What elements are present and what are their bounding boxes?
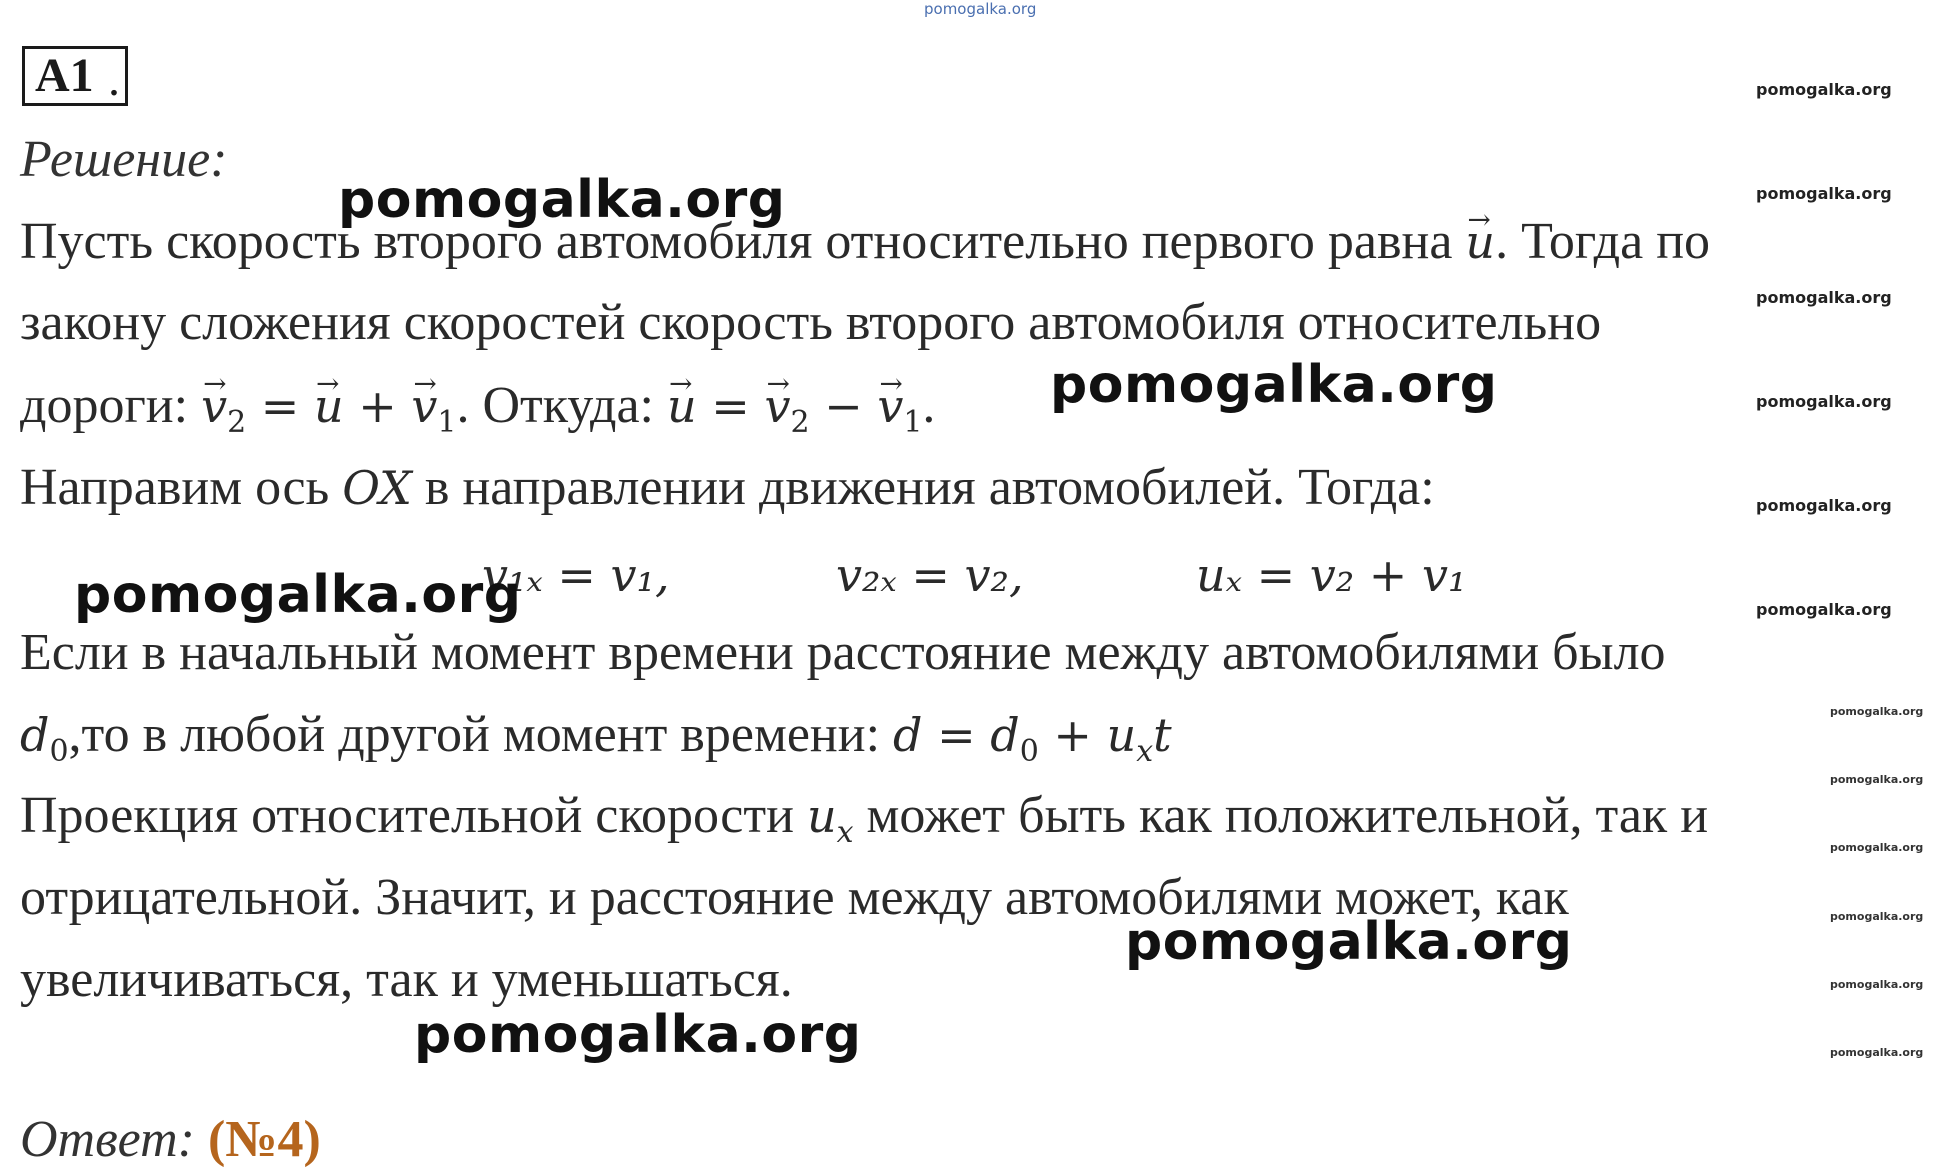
watermark-big: pomogalka.org — [74, 565, 522, 625]
solution-line-5: Если в начальный момент времени расстояние между автомобилями было — [20, 624, 1666, 681]
vector-u: → u — [1465, 212, 1495, 272]
answer — [20, 1110, 321, 1169]
axis-ox: OX — [342, 461, 412, 515]
equation-v2x: v₂ₓ = v₂, — [836, 548, 1024, 602]
line1-tail: . Тогда по — [1495, 213, 1711, 270]
watermark-side-tiny: pomogalka.org — [1830, 841, 1924, 854]
line4-end: в направлении движения автомобилей. Тогда: — [411, 459, 1435, 516]
d0-symbol: $d_0$ — [20, 708, 69, 769]
solution-line-7 — [20, 786, 1708, 863]
solution-line-2: закону сложения скоростей скорость второго автомобиля относительно — [20, 294, 1602, 351]
line4-start: Направим ось — [20, 459, 343, 516]
answer-label: Ответ: — [20, 1111, 195, 1168]
watermark-side: pomogalka.org — [1756, 80, 1892, 99]
watermark-big: pomogalka.org — [414, 1005, 862, 1065]
task-number-box: A1 — [22, 46, 128, 106]
solution-line-9: увеличиваться, так и уменьшаться. — [20, 951, 793, 1008]
watermark-side: pomogalka.org — [1756, 288, 1892, 307]
solution-line-3 — [20, 376, 935, 453]
equation-v1x: v₁ₓ = v₁, — [482, 548, 670, 602]
line6-text: ,то в любой другой момент времени: — [68, 706, 894, 763]
watermark-side-tiny: pomogalka.org — [1830, 978, 1924, 991]
answer-value: (№4) — [207, 1111, 321, 1168]
watermark-side-tiny: pomogalka.org — [1830, 1046, 1924, 1059]
solution-line-8: отрицательной. Значит, и расстояние между автомобилями может, как — [20, 869, 1569, 926]
watermark-side: pomogalka.org — [1756, 600, 1892, 619]
line7-start: Проекция относительной скорости — [20, 787, 807, 844]
watermark-top: pomogalka.org — [924, 0, 1037, 18]
solution-line-1 — [20, 212, 1710, 272]
watermark-side: pomogalka.org — [1756, 496, 1892, 515]
ux-symbol: $u_x$ — [806, 789, 854, 850]
line1-text: Пусть скорость второго автомобиля относительно первого равна — [20, 213, 1466, 270]
formula-sum: → $v_2$ = → u + → $v_1$ — [201, 379, 456, 433]
watermark-side: pomogalka.org — [1756, 392, 1892, 411]
distance-formula: $d = d_0 + u_xt$ — [893, 708, 1172, 769]
line3-end: . — [922, 377, 936, 434]
watermark-side-tiny: pomogalka.org — [1830, 910, 1924, 923]
solution-line-4 — [20, 458, 1435, 518]
line3-mid: . Откуда: — [456, 377, 667, 434]
watermark-side-tiny: pomogalka.org — [1830, 773, 1924, 786]
watermark-big: pomogalka.org — [1125, 912, 1573, 972]
equation-ux: uₓ = v₂ + v₁ — [1196, 548, 1467, 602]
line7-end: может быть как положительной, так и — [853, 787, 1709, 844]
task-number-dot: . — [108, 53, 120, 106]
watermark-big: pomogalka.org — [338, 170, 786, 230]
solution-heading: Решение: — [20, 131, 228, 188]
watermark-side-tiny: pomogalka.org — [1830, 705, 1924, 718]
watermark-big: pomogalka.org — [1050, 355, 1498, 415]
formula-difference: → u = → $v_2$ − → $v_1$ — [667, 379, 922, 433]
line3-start: дороги: — [20, 377, 202, 434]
watermark-side: pomogalka.org — [1756, 184, 1892, 203]
solution-line-6 — [20, 705, 1172, 782]
